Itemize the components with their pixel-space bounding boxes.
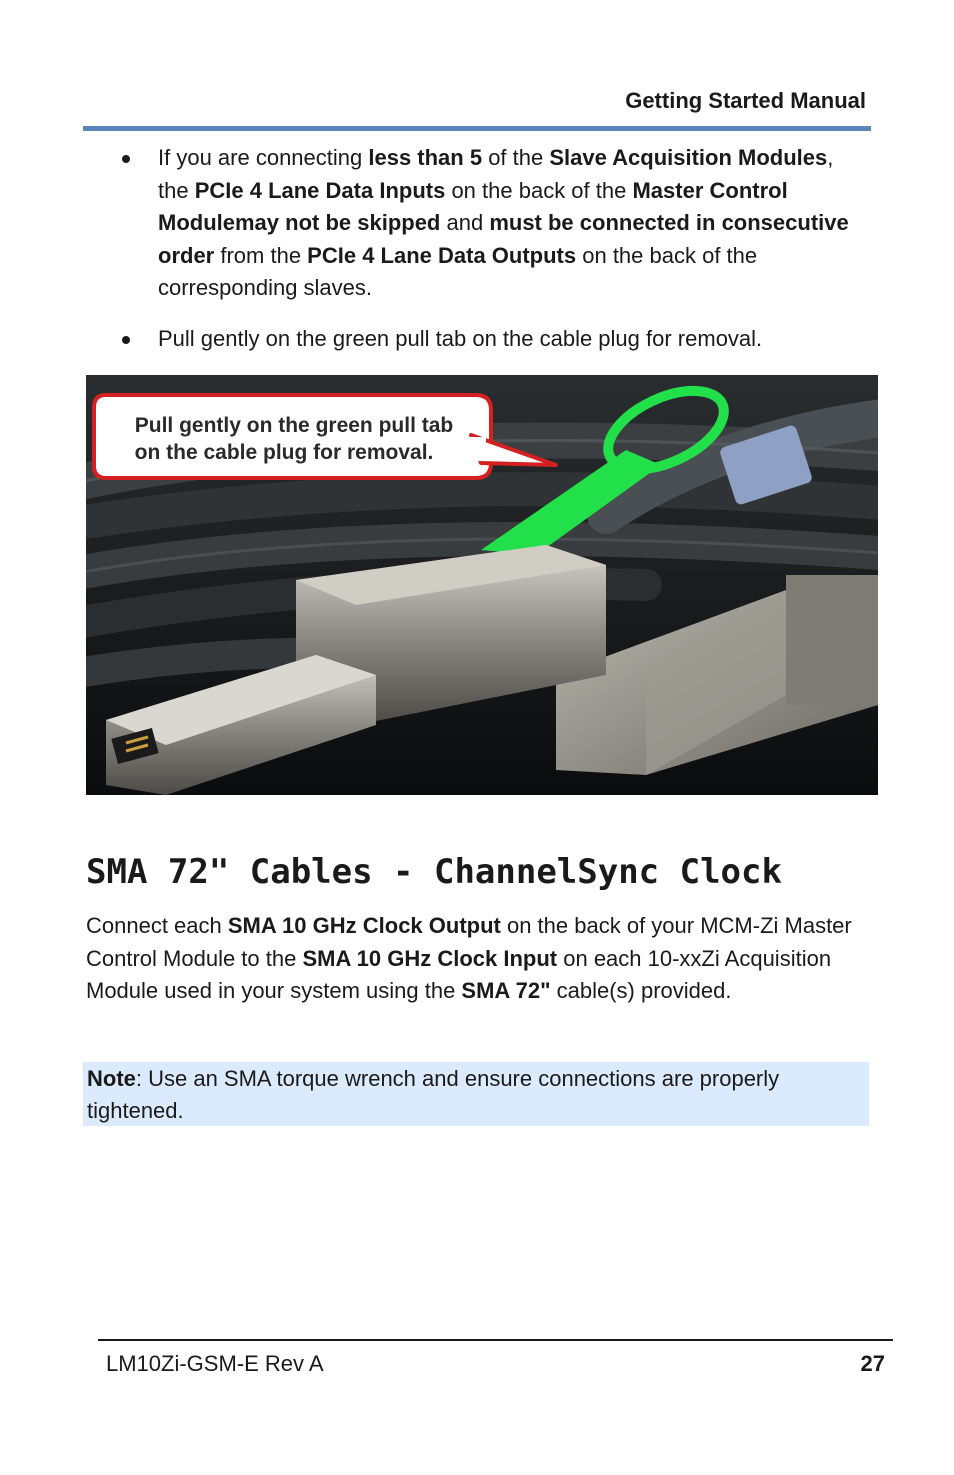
callout-text-line-2: on the cable plug for removal. <box>134 441 434 464</box>
note-text: : Use an SMA torque wrench and ensure connections are properly tightened. <box>87 1066 780 1123</box>
bullet-marker <box>122 155 130 163</box>
running-header-title: Getting Started Manual <box>625 88 866 113</box>
bullet-marker <box>122 336 130 344</box>
note-callout <box>83 1062 869 1126</box>
callout-text-line-1: Pull gently on the green pull tab <box>134 414 454 437</box>
footer-document-id: LM10Zi-GSM-E Rev A <box>106 1351 324 1376</box>
footer-rule <box>98 1339 893 1341</box>
cable-plug-illustration <box>86 375 878 795</box>
bullet-list <box>118 142 868 355</box>
page-number: 27 <box>860 1351 885 1376</box>
section-body-paragraph: Connect each SMA 10 GHz Clock Output on the back of your MCM-Zi Master Control Module to the SMA 10 GHz Clock Input on each 10-xxZi Acquisition Module used in your system using the SMA 72" cable(s) provided. <box>86 913 852 1003</box>
header-rule <box>83 126 871 131</box>
bullet-item-pull-tab: Pull gently on the green pull tab on the cable plug for removal. <box>118 323 868 356</box>
note-label: Note <box>87 1066 136 1091</box>
section-title: SMA 72" Cables - ChannelSync Clock <box>86 852 782 892</box>
cable-plug-photo <box>86 375 878 795</box>
bullet-item-connection-order: If you are connecting less than 5 of the Slave Acquisition Modules, the PCIe 4 Lane Data Inputs on the back of the Master Control Modulemay not be skipped and must be connected in consecutive order from the PCIe 4 Lane Data Outputs on the back of the corresponding slaves. <box>118 142 868 305</box>
